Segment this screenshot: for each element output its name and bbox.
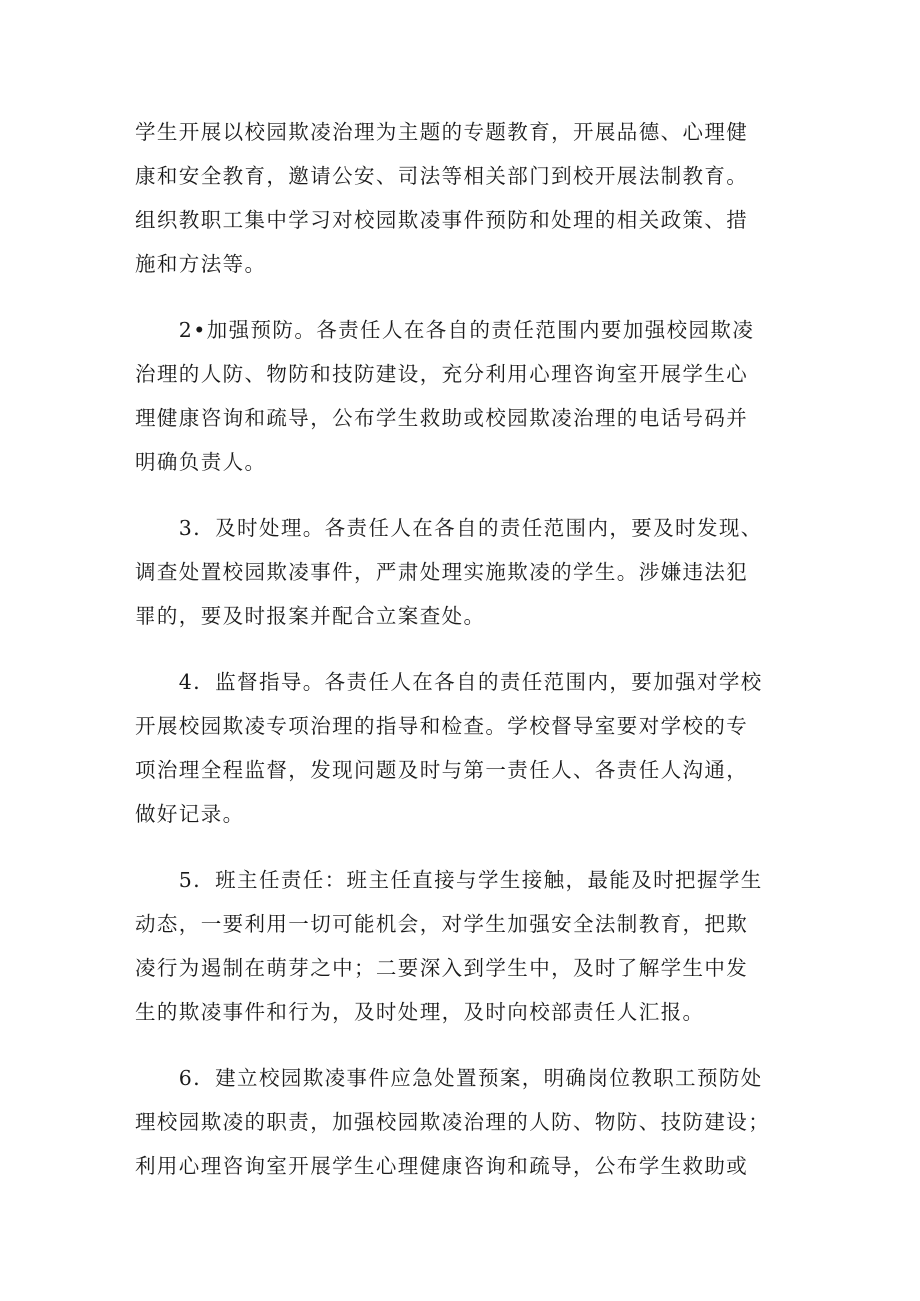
text-line: 明确负责人。	[135, 450, 267, 474]
paragraph-gap	[135, 484, 795, 506]
paragraph-gap	[135, 1034, 795, 1056]
text-line: 动态，一要利用一切可能机会，对学生加强安全法制教育，把欺	[135, 912, 749, 936]
text-line: 5．班主任责任：班主任直接与学生接触，最能及时把握学生	[135, 868, 763, 892]
paragraph-education	[135, 110, 795, 286]
text-line: 6．建立校园欺凌事件应急处置预案，明确岗位教职工预防处	[135, 1066, 763, 1090]
text-line: 调查处置校园欺凌事件，严肃处理实施欺凌的学生。涉嫌违法犯	[135, 560, 749, 584]
text-line: 开展校园欺凌专项治理的指导和检查。学校督导室要对学校的专	[135, 714, 749, 738]
text-line: 罪的，要及时报案并配合立案查处。	[135, 604, 486, 628]
paragraph-class-teacher	[135, 858, 795, 1034]
text-line: 理校园欺凌的职责，加强校园欺凌治理的人防、物防、技防建设；	[135, 1110, 771, 1134]
paragraph-prevention	[135, 308, 795, 484]
text-line: 学生开展以校园欺凌治理为主题的专题教育，开展品德、心理健	[135, 120, 749, 144]
text-line: 2•加强预防。各责任人在各自的责任范围内要加强校园欺凌	[135, 318, 755, 342]
text-line: 组织教职工集中学习对校园欺凌事件预防和处理的相关政策、措	[135, 208, 749, 232]
paragraph-emergency-plan	[135, 1056, 795, 1188]
text-line: 生的欺凌事件和行为，及时处理，及时向校部责任人汇报。	[135, 1000, 705, 1024]
paragraph-gap	[135, 286, 795, 308]
text-line: 4．监督指导。各责任人在各自的责任范围内，要加强对学校	[135, 670, 763, 694]
text-line: 做好记录。	[135, 802, 245, 826]
paragraph-gap	[135, 638, 795, 660]
text-line: 凌行为遏制在萌芽之中；二要深入到学生中，及时了解学生中发	[135, 956, 749, 980]
text-line: 3．及时处理。各责任人在各自的责任范围内，要及时发现、	[135, 516, 763, 540]
paragraph-handling	[135, 506, 795, 638]
text-line: 理健康咨询和疏导，公布学生救助或校园欺凌治理的电话号码并	[135, 406, 749, 430]
text-line: 施和方法等。	[135, 252, 267, 276]
document-body	[135, 110, 795, 1188]
text-line: 项治理全程监督，发现问题及时与第一责任人、各责任人沟通，	[135, 758, 749, 782]
text-line: 利用心理咨询室开展学生心理健康咨询和疏导，公布学生救助或	[135, 1154, 749, 1178]
paragraph-gap	[135, 836, 795, 858]
paragraph-supervision	[135, 660, 795, 836]
text-line: 康和安全教育，邀请公安、司法等相关部门到校开展法制教育。	[135, 164, 749, 188]
text-line: 治理的人防、物防和技防建设，充分利用心理咨询室开展学生心	[135, 362, 749, 386]
